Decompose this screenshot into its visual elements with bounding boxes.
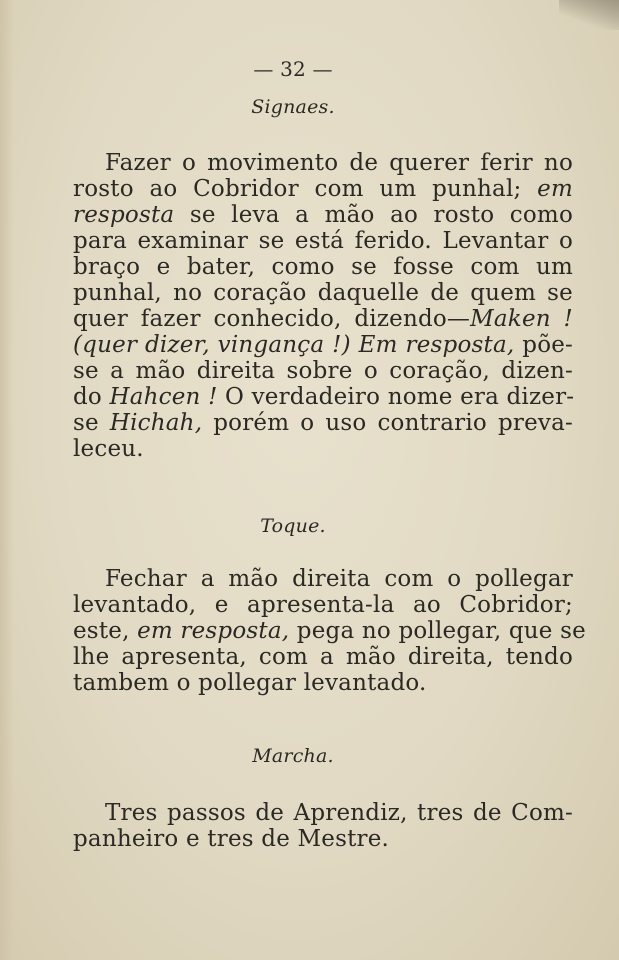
section-heading-marcha: Marcha. bbox=[252, 745, 334, 767]
page-number: — 32 — bbox=[253, 57, 333, 81]
text-run: se a mão direita sobre o coração, dizen- bbox=[73, 358, 573, 384]
text-run: O verdadeiro nome era dizer- bbox=[217, 384, 575, 410]
text-line bbox=[73, 202, 573, 228]
italic-text: Hahcen ! bbox=[109, 384, 218, 410]
text-run: pega no pollegar, que se bbox=[289, 618, 586, 644]
text-run: Fazer o movimento de querer ferir no bbox=[105, 150, 573, 176]
text-run: tambem o pollegar levantado. bbox=[73, 670, 427, 696]
text-line bbox=[73, 358, 573, 384]
text-line bbox=[73, 228, 573, 254]
text-run: se bbox=[73, 410, 110, 436]
text-run: punhal, no coração daquelle de quem se bbox=[73, 280, 573, 306]
text-line bbox=[73, 800, 573, 826]
text-run: quer fazer conhecido, dizendo— bbox=[73, 306, 471, 332]
text-line bbox=[73, 618, 586, 644]
italic-text: Maken ! bbox=[470, 306, 573, 332]
italic-text: Em resposta, bbox=[358, 332, 515, 358]
text-line bbox=[73, 592, 573, 618]
paragraph-signaes bbox=[73, 150, 573, 462]
text-run: levantado, e apresenta-la ao Cobridor; bbox=[73, 592, 573, 618]
section-heading-toque: Toque. bbox=[260, 515, 326, 537]
section-heading-signaes: Signaes. bbox=[251, 96, 335, 118]
text-line bbox=[73, 436, 573, 462]
text-run: panheiro e tres de Mestre. bbox=[73, 826, 390, 852]
text-run bbox=[351, 332, 359, 358]
text-line bbox=[73, 306, 573, 332]
page-corner-fold bbox=[559, 0, 619, 30]
italic-text: (quer dizer, vingança !) bbox=[73, 332, 351, 358]
paragraph-marcha bbox=[73, 800, 573, 852]
text-run: leceu. bbox=[73, 436, 144, 462]
text-line bbox=[73, 280, 573, 306]
paragraph-toque bbox=[73, 566, 586, 696]
text-run: lhe apresenta, com a mão direita, tendo bbox=[73, 644, 573, 670]
italic-text: em resposta, bbox=[137, 618, 290, 644]
italic-text: resposta bbox=[73, 202, 175, 228]
text-run: Tres passos de Aprendiz, tres de Com- bbox=[105, 800, 573, 826]
text-run: para examinar se está ferido. Levantar o bbox=[73, 228, 573, 254]
italic-text: Hichah, bbox=[109, 410, 203, 436]
text-line bbox=[73, 644, 573, 670]
text-run: do bbox=[73, 384, 110, 410]
text-line bbox=[73, 332, 573, 358]
text-run: rosto ao Cobridor com um punhal; bbox=[73, 176, 538, 202]
text-line bbox=[73, 566, 573, 592]
italic-text: em bbox=[537, 176, 573, 202]
text-line bbox=[73, 384, 573, 410]
text-run: este, bbox=[73, 618, 138, 644]
text-line bbox=[73, 670, 573, 696]
text-line bbox=[73, 254, 573, 280]
text-run: Fechar a mão direita com o pollegar bbox=[105, 566, 573, 592]
text-run: põe- bbox=[514, 332, 574, 358]
text-line bbox=[73, 410, 573, 436]
text-line bbox=[73, 826, 573, 852]
text-line bbox=[73, 176, 573, 202]
text-run: se leva a mão ao rosto como bbox=[174, 202, 573, 228]
text-line bbox=[73, 150, 573, 176]
text-run: porém o uso contrario preva- bbox=[202, 410, 573, 436]
text-run: braço e bater, como se fosse com um bbox=[73, 254, 573, 280]
